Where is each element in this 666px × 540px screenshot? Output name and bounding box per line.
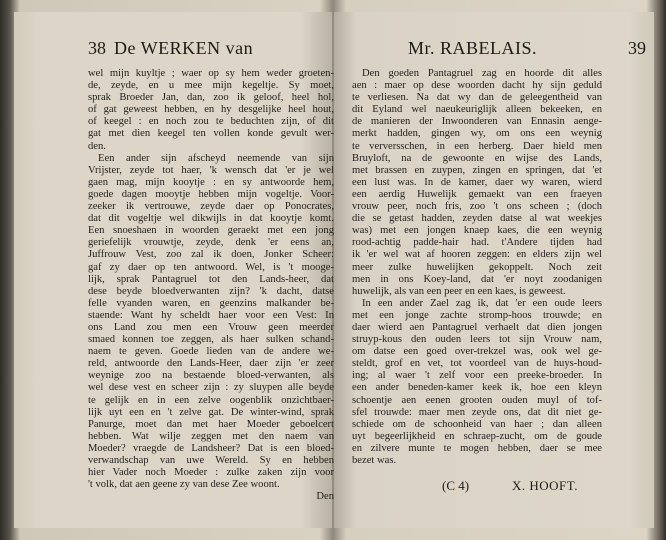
text-line: met een jonge zachte stromp-hoos trouwde; en (352, 309, 602, 321)
text-line: schiede om de schoonheid van haer ; dan alleen (352, 418, 602, 430)
page-number: 39 (628, 38, 646, 58)
text-line: Een snoeshaen in woorden geraekt met een jong (88, 225, 334, 237)
text-line: Panurge, moet dan met haer Moeder geboelcert (88, 418, 334, 430)
text-line: wel mijn kuyltje ; waer op sy hem weder groeten- (88, 68, 334, 79)
right-page-text (352, 68, 602, 467)
right-page (334, 12, 654, 528)
left-page (14, 12, 332, 528)
text-line: felle vyanden waren, en geenzins malkander be- (88, 297, 334, 309)
text-line: lijk, sprak Pantagruel tot den Lands-heer, dat (88, 273, 334, 285)
text-line: verwandschap van uwe Wereld. Sy en hebben (88, 455, 334, 466)
text-line: hebben. Wat wilje zeggen met den naem van (88, 430, 334, 442)
text-line: te verversschen, in een herberg. Daer hield men (352, 140, 602, 152)
text-line: ing; al waer 't zelf voor een preeke-broeder. In (352, 370, 602, 382)
text-line: men in ons Koey-land, dat 'er noyt zoodanigen (352, 273, 602, 285)
text-line: Den goeden Pantagruel zag en hoorde dit alles (362, 68, 602, 79)
text-line: goede dagen mooytje hebben mijn vogeltje. Voor- (88, 188, 334, 200)
text-line: daer wierd aen Pantagruel verhaelt dat dien jongen (352, 321, 602, 333)
running-title: De WERKEN van (114, 38, 254, 58)
signature-mark: (C 4) (442, 478, 470, 493)
text-line: die se getast hadden, zeyden datse al wat weekjes (352, 213, 602, 225)
text-line: Vrijster, zeyde tot haer, 'k wensch dat 'er je wel (88, 164, 334, 176)
text-line: ik 'er wel wat af hooren zeggen: en elders zijn wel (352, 249, 602, 261)
text-line: een lust was. In de kamer, daer wy waren, wierd (352, 176, 602, 188)
text-line: dit Eyland wel naeukeuriglijk alleen bekeeken, en (352, 104, 602, 116)
text-line: een ander beneden-kamer keek ik, hoe een kleyn (352, 382, 602, 394)
text-line: struyp-kous den ouden leers tot sijn Vrouw nam, (352, 334, 602, 346)
text-line: In een ander Zael zag ik, dat 'er een oude leers (362, 297, 602, 309)
text-line: staende: Want hy scheldt haer voor een Vest: In (88, 309, 334, 321)
right-page-header (406, 38, 646, 62)
text-line: Juffrouw Vest, zoo zal ik doen, Jonker Scheer: (88, 249, 334, 261)
text-line: dese beyde bloedverwanten zijn? 'k dacht, datse (88, 285, 334, 297)
text-line: schoentje aen eenen grooten ouden muyl of tof- (352, 394, 602, 406)
text-line: meer zulke huwelijken gekoppelt. Noch zeit (352, 261, 602, 273)
running-title: Mr. RABELAIS. (408, 38, 538, 58)
text-line: smaed konnen toe zeggen, als haer sulken schand- (88, 334, 334, 346)
text-line: steldt, grof en vet, tot voordeel van de huys-houd- (352, 358, 602, 370)
text-line: ons Land zou men een Vrouw geen meerder (88, 321, 334, 333)
text-line: vrouw peer, noch fris, zoo 't ons scheen ; (doch (352, 201, 602, 213)
text-line: om datse een goed over-trekzel was, ook wel ge- (352, 346, 602, 358)
text-line: naem te geven. Goede lieden van de andere we- (88, 346, 334, 358)
text-line: een aerdig Huwelijk gemaekt van een fraeyen (352, 188, 602, 200)
text-line: hier Vader noch Moeder : zulke zaken zijn voor (88, 467, 334, 479)
text-line: gat met dien keegel ten vollen konde gevult wer- (88, 128, 334, 140)
text-line: merkt hadden, gingen wy, om ons een weynig (352, 128, 602, 140)
text-line: de manieren der Inwoonderen van Ennasin aenge- (352, 116, 602, 128)
text-line: rood-achtig padde-hair had. t'Andere tijden had (352, 237, 602, 249)
left-page-header (86, 38, 336, 62)
text-line: weynige zoo na bestaende bloed-verwanten, als (88, 370, 334, 382)
left-page-text (88, 68, 334, 503)
text-line: huwelijk, als van een peer en een kaes, is geweest. (352, 285, 566, 297)
text-line: 't volk, dat aen geene zy van dese Zee woont. (88, 479, 280, 491)
text-line: dat dit vogeltje wel dikwijls in dat kooytje komt. (88, 213, 334, 225)
text-line: den. (88, 140, 106, 152)
text-line: Bruyloft, na de gewoonte en wijse des Lands, (352, 152, 602, 164)
text-line: gaf zy daer op ten antwoord. Wel, is 't mooge- (88, 261, 334, 273)
text-line: reld, antwoorde den Lands-Heer, daer zijn 'er zeer (88, 358, 334, 370)
text-line: sfel trouwde: maer men zeyde ons, dat dit niet ge- (352, 406, 602, 418)
text-line: Moeder? vraegde de Landsheer? Dat is een bloed- (88, 442, 334, 454)
text-line: uyt begeerlijkheid en schraep-zucht, om de goude (352, 430, 602, 442)
text-line: aen : maer op dese woorden dacht hy sijn geduld (352, 80, 602, 92)
text-line: geriefelijk vrouwtje, zeyde, denk 'er eens an, (88, 237, 334, 249)
text-line: te gelijk en in een zelve oogenblik onzichtbaer- (88, 394, 334, 406)
text-line: of gat geweest hebben, en hy desgelijke heel hout, (88, 104, 334, 116)
text-line: wel dese vest en scheer zijn : zy sluypen alle beyde (88, 382, 334, 394)
text-line: en zilvere munte te mogen hebben, daer se mee (352, 442, 602, 454)
text-line: bezet was. (352, 455, 397, 466)
text-line: te verliesen. Na dat wy dan de geleegentheid van (352, 92, 602, 104)
catchword: X. HOOFT. (512, 478, 579, 493)
text-line: zeeker ik vertrouwe, zeyde daer op Ponocrates, (88, 201, 334, 213)
page-number: 38 (88, 38, 106, 58)
catchword: Den (316, 491, 334, 503)
text-line: sprak Broeder Jan, dan, zoo ik geloof, heel hol, (88, 92, 334, 104)
text-line: of keegel : en noch zou te beduchten zijn, of dit (88, 116, 334, 128)
text-line: lijk uyt een en 't zelve gat. De winter-wind, sprak (88, 406, 334, 418)
text-line: met brassen en zuypen, zingen en springen, dat 'et (352, 164, 602, 176)
text-line: de, zeyde, en u mee mijn kegeltje. Sy moet, (88, 80, 334, 92)
text-line: was) met een jongen knaep kaes, die een weynig (352, 225, 602, 237)
text-line: Een ander sijn afscheyd neemende van sijn (98, 152, 334, 164)
text-line: gaen mag, mijn kooytje : en sy antwoorde hem, (88, 176, 334, 188)
